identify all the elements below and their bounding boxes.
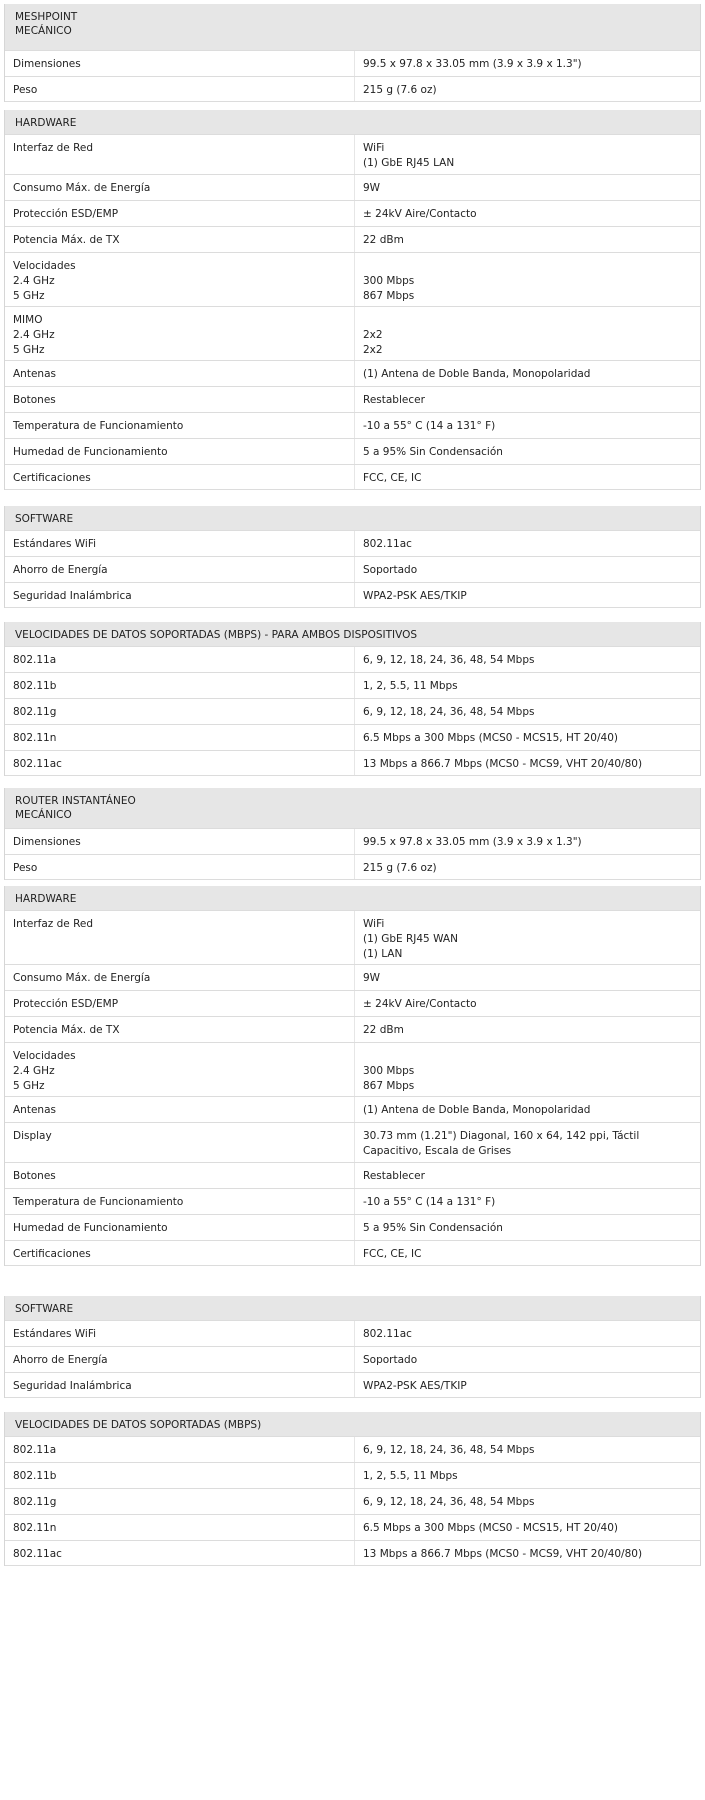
spec-value: Restablecer: [363, 394, 425, 406]
spec-value: FCC, CE, IC: [363, 472, 422, 484]
spec-value: WiFi (1) GbE RJ45 WAN (1) LAN: [363, 918, 458, 960]
spec-label: Velocidades 2.4 GHz 5 GHz: [5, 253, 355, 306]
spec-value: -10 a 55° C (14 a 131° F): [363, 1196, 496, 1208]
spec-value: 9W: [363, 182, 381, 194]
spec-row: [5, 226, 700, 252]
spec-value: (1) Antena de Doble Banda, Monopolaridad: [363, 1104, 591, 1116]
spec-row: [5, 174, 700, 200]
spec-value: 99.5 x 97.8 x 33.05 mm (3.9 x 3.9 x 1.3"): [363, 836, 582, 848]
spec-value: 22 dBm: [363, 234, 404, 246]
spec-label: Consumo Máx. de Energía: [5, 965, 355, 990]
spec-row: [5, 76, 700, 102]
spec-label: Certificaciones: [5, 465, 355, 489]
spec-label: Estándares WiFi: [5, 531, 355, 556]
spec-row: [5, 646, 700, 672]
spec-row: [5, 1436, 700, 1462]
spec-row: [5, 910, 700, 964]
spec-row: [5, 1096, 700, 1122]
spec-label: 802.11g: [5, 1489, 355, 1514]
spec-row: [5, 582, 700, 608]
section-header: VELOCIDADES DE DATOS SOPORTADAS (MBPS) - PARA AMBOS DISPOSITIVOS: [5, 622, 700, 646]
spec-value: 215 g (7.6 oz): [363, 862, 437, 874]
spec-row: [5, 1214, 700, 1240]
spec-row: [5, 1540, 700, 1566]
spec-label: Dimensiones: [5, 829, 355, 854]
spec-value: 1, 2, 5.5, 11 Mbps: [363, 1470, 458, 1482]
spec-row: [5, 854, 700, 880]
spec-row: [5, 750, 700, 776]
section-header: MESHPOINT MECÁNICO: [5, 4, 700, 50]
spec-label: Dimensiones: [5, 51, 355, 76]
spec-label: Peso: [5, 77, 355, 101]
spec-value: WiFi (1) GbE RJ45 LAN: [363, 142, 455, 169]
spec-row: [5, 1346, 700, 1372]
spec-value: Restablecer: [363, 1170, 425, 1182]
spec-row: [5, 386, 700, 412]
spec-row: [5, 1372, 700, 1398]
spec-label: Seguridad Inalámbrica: [5, 1373, 355, 1397]
spec-row: [5, 50, 700, 76]
spec-label: Estándares WiFi: [5, 1321, 355, 1346]
spec-row: [5, 964, 700, 990]
spec-row: [5, 990, 700, 1016]
spec-section: [4, 622, 701, 776]
spec-label: Ahorro de Energía: [5, 1347, 355, 1372]
spec-value: 6, 9, 12, 18, 24, 36, 48, 54 Mbps: [363, 706, 535, 718]
spec-value: 30.73 mm (1.21") Diagonal, 160 x 64, 142 ppi, Táctil Capacitivo, Escala de Grises: [363, 1130, 640, 1157]
spec-row: [5, 1016, 700, 1042]
spec-label: 802.11ac: [5, 751, 355, 775]
spec-label: 802.11a: [5, 647, 355, 672]
spec-section: [4, 1296, 701, 1398]
spec-row: [5, 1462, 700, 1488]
spec-label: Protección ESD/EMP: [5, 991, 355, 1016]
spec-value: 802.11ac: [363, 538, 412, 550]
section-header: HARDWARE: [5, 886, 700, 910]
spec-value: ± 24kV Aire/Contacto: [363, 208, 477, 220]
spec-section: [4, 110, 701, 490]
spec-section: [4, 788, 701, 880]
spec-value: (1) Antena de Doble Banda, Monopolaridad: [363, 368, 591, 380]
spec-label: 802.11b: [5, 673, 355, 698]
spec-value: 215 g (7.6 oz): [363, 84, 437, 96]
spec-value: 22 dBm: [363, 1024, 404, 1036]
spec-row: [5, 1042, 700, 1096]
spec-label: 802.11g: [5, 699, 355, 724]
spec-label: Antenas: [5, 1097, 355, 1122]
section-header: VELOCIDADES DE DATOS SOPORTADAS (MBPS): [5, 1412, 700, 1436]
spec-value: 6.5 Mbps a 300 Mbps (MCS0 - MCS15, HT 20/40): [363, 732, 618, 744]
spec-row: [5, 1162, 700, 1188]
spec-value: WPA2-PSK AES/TKIP: [363, 590, 467, 602]
spec-row: [5, 438, 700, 464]
spec-label: Potencia Máx. de TX: [5, 1017, 355, 1042]
spec-label: Temperatura de Funcionamiento: [5, 1189, 355, 1214]
spec-row: [5, 672, 700, 698]
spec-row: [5, 828, 700, 854]
spec-section: [4, 4, 701, 102]
spec-row: [5, 1320, 700, 1346]
spec-value: 9W: [363, 972, 381, 984]
spec-value: 6, 9, 12, 18, 24, 36, 48, 54 Mbps: [363, 654, 535, 666]
spec-value: 13 Mbps a 866.7 Mbps (MCS0 - MCS9, VHT 20/40/80): [363, 758, 643, 770]
spec-label: Interfaz de Red: [5, 135, 355, 174]
spec-row: [5, 412, 700, 438]
section-header: SOFTWARE: [5, 1296, 700, 1320]
spec-value: ± 24kV Aire/Contacto: [363, 998, 477, 1010]
spec-row: [5, 530, 700, 556]
spec-label: Interfaz de Red: [5, 911, 355, 964]
section-header: ROUTER INSTANTÁNEO MECÁNICO: [5, 788, 700, 828]
spec-label: Antenas: [5, 361, 355, 386]
spec-value: 99.5 x 97.8 x 33.05 mm (3.9 x 3.9 x 1.3"): [363, 58, 582, 70]
spec-value: 5 a 95% Sin Condensación: [363, 1222, 503, 1234]
spec-value: 2x2 2x2: [363, 329, 383, 356]
spec-value: 300 Mbps 867 Mbps: [363, 1065, 415, 1092]
spec-value: 6, 9, 12, 18, 24, 36, 48, 54 Mbps: [363, 1496, 535, 1508]
spec-value: 13 Mbps a 866.7 Mbps (MCS0 - MCS9, VHT 20/40/80): [363, 1548, 643, 1560]
spec-label: Botones: [5, 1163, 355, 1188]
spec-label: MIMO 2.4 GHz 5 GHz: [5, 307, 355, 360]
spec-row: [5, 1488, 700, 1514]
spec-label: 802.11n: [5, 1515, 355, 1540]
spec-row: [5, 724, 700, 750]
spec-label: 802.11n: [5, 725, 355, 750]
spec-section: [4, 1412, 701, 1566]
spec-value: -10 a 55° C (14 a 131° F): [363, 420, 496, 432]
spec-value: 6.5 Mbps a 300 Mbps (MCS0 - MCS15, HT 20/40): [363, 1522, 618, 1534]
spec-label: Display: [5, 1123, 355, 1162]
spec-value: FCC, CE, IC: [363, 1248, 422, 1260]
spec-value: WPA2-PSK AES/TKIP: [363, 1380, 467, 1392]
spec-label: Humedad de Funcionamiento: [5, 439, 355, 464]
spec-value: 300 Mbps 867 Mbps: [363, 275, 415, 302]
spec-label: Ahorro de Energía: [5, 557, 355, 582]
spec-label: Botones: [5, 387, 355, 412]
spec-label: 802.11a: [5, 1437, 355, 1462]
spec-row: [5, 252, 700, 306]
spec-row: [5, 306, 700, 360]
spec-row: [5, 1240, 700, 1266]
spec-row: [5, 200, 700, 226]
spec-label: Peso: [5, 855, 355, 879]
spec-value: 1, 2, 5.5, 11 Mbps: [363, 680, 458, 692]
spec-label: Potencia Máx. de TX: [5, 227, 355, 252]
spec-label: Protección ESD/EMP: [5, 201, 355, 226]
spec-value: Soportado: [363, 564, 418, 576]
spec-row: [5, 556, 700, 582]
spec-value: 6, 9, 12, 18, 24, 36, 48, 54 Mbps: [363, 1444, 535, 1456]
spec-label: Seguridad Inalámbrica: [5, 583, 355, 607]
spec-value: Soportado: [363, 1354, 418, 1366]
spec-row: [5, 360, 700, 386]
section-header: HARDWARE: [5, 110, 700, 134]
spec-section: [4, 886, 701, 1266]
spec-row: [5, 464, 700, 490]
spec-label: 802.11ac: [5, 1541, 355, 1565]
spec-row: [5, 1188, 700, 1214]
spec-section: [4, 506, 701, 608]
spec-label: Temperatura de Funcionamiento: [5, 413, 355, 438]
spec-label: 802.11b: [5, 1463, 355, 1488]
spec-label: Certificaciones: [5, 1241, 355, 1265]
spec-value: 5 a 95% Sin Condensación: [363, 446, 503, 458]
spec-value: 802.11ac: [363, 1328, 412, 1340]
spec-row: [5, 134, 700, 174]
spec-label: Humedad de Funcionamiento: [5, 1215, 355, 1240]
spec-row: [5, 1514, 700, 1540]
spec-row: [5, 1122, 700, 1162]
spec-label: Consumo Máx. de Energía: [5, 175, 355, 200]
spec-label: Velocidades 2.4 GHz 5 GHz: [5, 1043, 355, 1096]
spec-row: [5, 698, 700, 724]
section-header: SOFTWARE: [5, 506, 700, 530]
